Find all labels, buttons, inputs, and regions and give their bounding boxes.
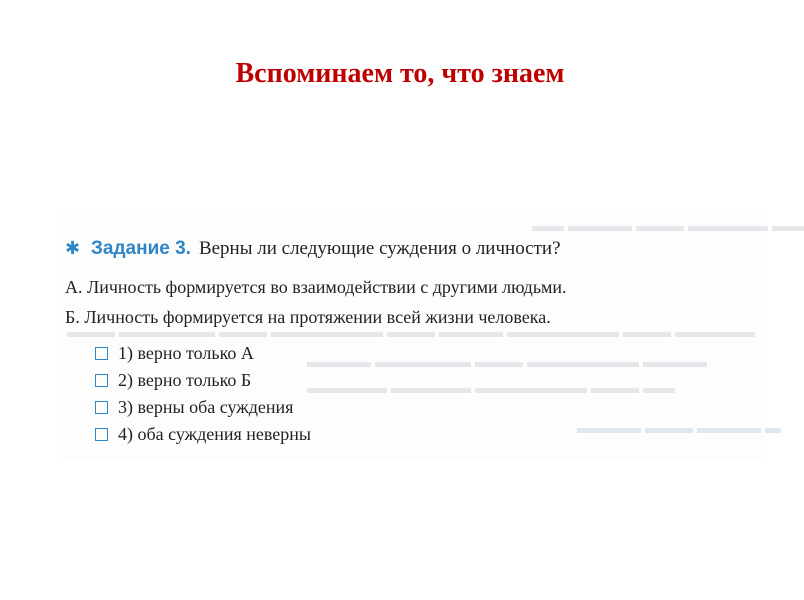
- statement-a: А. Личность формируется во взаимодействии с другими людьми.: [65, 277, 567, 297]
- answer-option-label: 2) верно только Б: [118, 369, 252, 390]
- answer-option-1[interactable]: [95, 341, 311, 365]
- task-question: Верны ли следующие суждения о личности?: [198, 238, 561, 259]
- answer-option-3[interactable]: [95, 395, 311, 419]
- textbook-scan: [57, 214, 804, 460]
- statement-b: Б. Личность формируется на протяжении всей жизни человека.: [65, 307, 551, 327]
- checkbox-icon[interactable]: [95, 428, 108, 441]
- bleed-through-line: ▬▬▬▬ ▬▬▬ ▬▬▬▬ ▬: [577, 420, 781, 437]
- slide-title: Вспоминаем то, что знаем: [235, 58, 565, 89]
- answer-options: [95, 341, 311, 449]
- bleed-through-line: ▬▬▬ ▬▬▬▬▬▬ ▬▬▬ ▬▬▬▬▬▬▬ ▬▬▬ ▬▬▬▬ ▬▬▬▬▬▬▬ ▬▬▬ ▬▬▬▬▬: [67, 324, 755, 341]
- checkbox-icon[interactable]: [95, 374, 108, 387]
- task-header: [65, 238, 561, 260]
- answer-option-label: 4) оба суждения неверны: [118, 423, 312, 444]
- answer-option-label: 3) верны оба суждения: [118, 396, 294, 417]
- answer-option-2[interactable]: [95, 368, 311, 392]
- answer-option-label: 1) верно только А: [118, 342, 254, 363]
- checkbox-icon[interactable]: [95, 401, 108, 414]
- answer-option-4[interactable]: [95, 422, 311, 446]
- bleed-through-line: ▬▬▬▬▬ ▬▬▬▬▬ ▬▬▬▬▬▬▬ ▬▬▬ ▬▬: [307, 380, 675, 397]
- asterisk-icon: ✱: [65, 238, 81, 259]
- bleed-through-line: ▬▬ ▬▬▬▬ ▬▬▬ ▬▬▬▬▬ ▬▬: [532, 218, 804, 235]
- task-label: Задание 3.: [91, 238, 191, 259]
- checkbox-icon[interactable]: [95, 347, 108, 360]
- bleed-through-line: ▬▬▬▬ ▬▬▬▬▬▬ ▬▬▬ ▬▬▬▬▬▬▬ ▬▬▬▬: [307, 354, 707, 371]
